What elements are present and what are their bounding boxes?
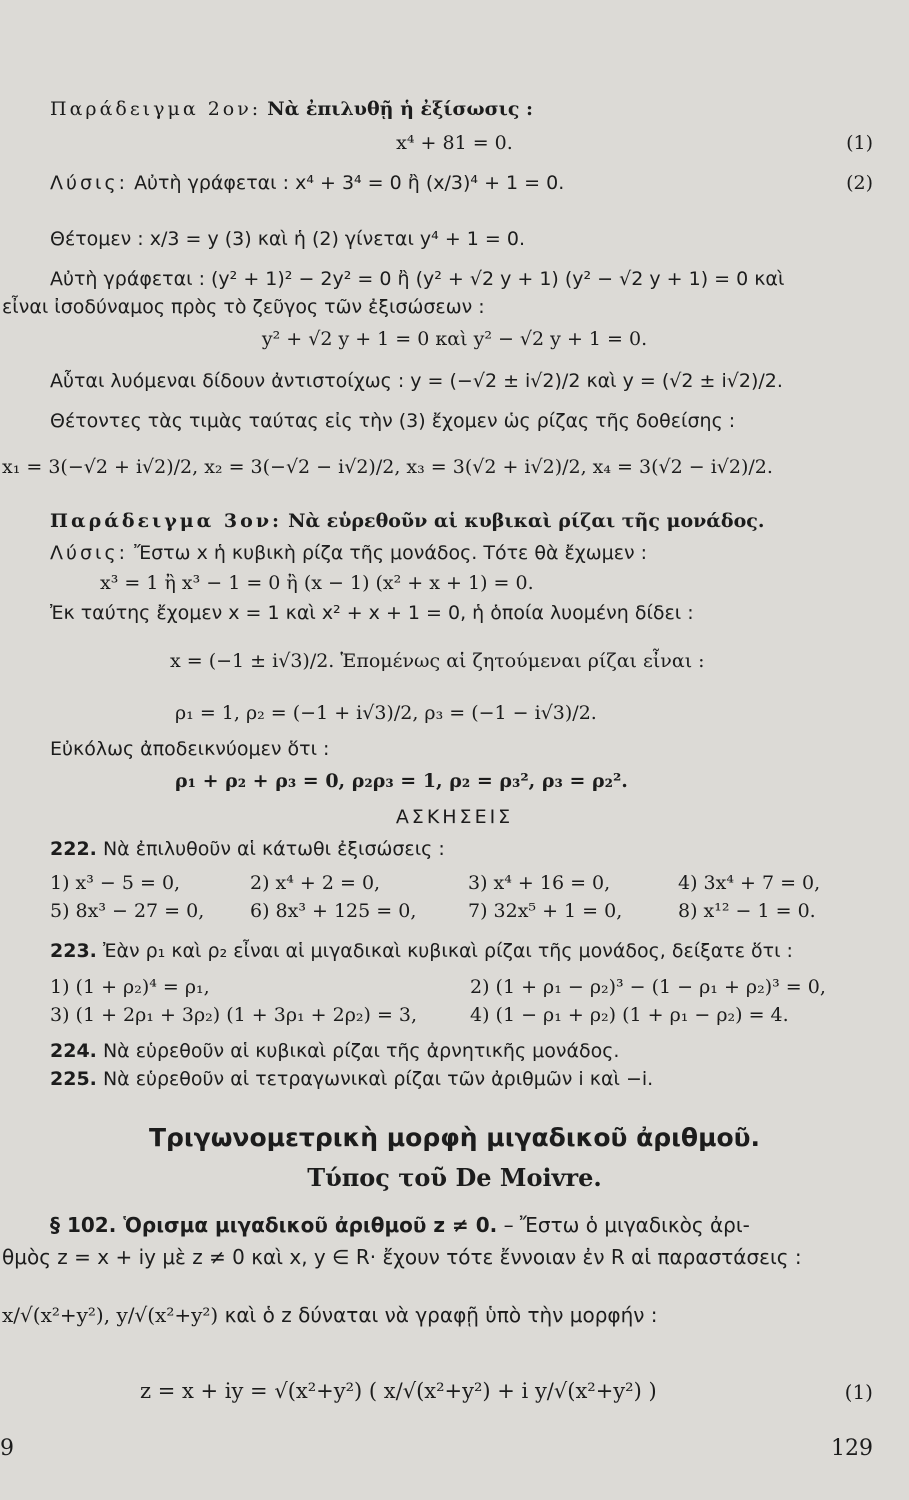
exercise-222-item8: 8) x¹² − 1 = 0. bbox=[678, 900, 816, 922]
solution1-equation-pair: y² + √2 y + 1 = 0 καὶ y² − √2 y + 1 = 0. bbox=[261, 328, 648, 350]
eq-number-1: (1) bbox=[846, 132, 873, 154]
exercise-223 bbox=[50, 940, 793, 962]
example2-heading: Παράδειγμα 2ον: bbox=[50, 98, 262, 120]
solution1-equivalence: εἶναι ἰσοδύναμος πρὸς τὸ ζεῦγος τῶν ἐξισώσεων : bbox=[2, 296, 485, 318]
exercise-224-text: Νὰ εὑρεθοῦν αἱ κυβικαὶ ρίζαι τῆς ἀρνητικῆς μονάδος. bbox=[102, 1040, 620, 1062]
exercise-225-text: Νὰ εὑρεθοῦν αἱ τετραγωνικαὶ ρίζαι τῶν ἀριθμῶν i καὶ −i. bbox=[102, 1068, 654, 1090]
solution1-roots: x₁ = 3(−√2 + i√2)/2, x₂ = 3(−√2 − i√2)/2, x₃ = 3(√2 + i√2)/2, x₄ = 3(√2 − i√2)/2. bbox=[2, 456, 773, 478]
exercise-222-item7: 7) 32x⁵ + 1 = 0, bbox=[468, 900, 623, 922]
exercise-224-number: 224. bbox=[50, 1040, 97, 1062]
eq-number-2: (2) bbox=[846, 172, 873, 194]
solution1-solutions-y: Αὗται λυόμεναι δίδουν ἀντιστοίχως : y = (−√2 ± i√2)/2 καὶ y = (√2 ± i√2)/2. bbox=[50, 370, 783, 392]
section-102-text3: καὶ ὁ z δύναται νὰ γραφῇ ὑπὸ τὴν μορφήν : bbox=[224, 1303, 658, 1327]
exercise-222-item5: 5) 8x³ − 27 = 0, bbox=[50, 900, 205, 922]
example3-heading: Παράδειγμα 3ον: bbox=[50, 510, 283, 532]
example2-equation: x⁴ + 81 = 0. bbox=[396, 132, 513, 154]
solution1-factorization: Αὐτὴ γράφεται : (y² + 1)² − 2y² = 0 ἢ (y² + √2 y + 1) (y² − √2 y + 1) = 0 καὶ bbox=[50, 268, 785, 290]
solution2-from: Ἐκ ταύτης ἔχομεν x = 1 καὶ x² + x + 1 = 0, ἡ ὁποία λυομένη δίδει : bbox=[50, 602, 694, 624]
example2-line bbox=[50, 98, 533, 120]
page-number: 129 bbox=[831, 1436, 873, 1461]
exercise-222-item1: 1) x³ − 5 = 0, bbox=[50, 872, 181, 894]
example3-line bbox=[50, 510, 764, 532]
solution2-equation: x³ = 1 ἢ x³ − 1 = 0 ἢ (x − 1) (x² + x + 1) = 0. bbox=[100, 572, 534, 594]
section-102-formula: z = x + iy = √(x²+y²) ( x/√(x²+y²) + i y/√(x²+y²) ) bbox=[140, 1379, 657, 1403]
exercise-223-text: Ἐὰν ρ₁ καὶ ρ₂ εἶναι αἱ μιγαδικαὶ κυβικαὶ ρίζαι τῆς μονάδος, δείξατε ὅτι : bbox=[102, 940, 793, 962]
section-102-line1 bbox=[50, 1214, 750, 1236]
margin-mark: 9 bbox=[0, 1436, 14, 1461]
exercise-223-item2: 2) (1 + ρ₁ − ρ₂)³ − (1 − ρ₁ + ρ₂)³ = 0, bbox=[470, 976, 826, 998]
exercise-225 bbox=[50, 1068, 653, 1090]
solution1-roots-intro: Θέτοντες τὰς τιμὰς ταύτας εἰς τὴν (3) ἔχομεν ὡς ρίζας τῆς δοθείσης : bbox=[50, 410, 736, 432]
solution1-label: Λύσις: bbox=[50, 172, 129, 194]
section-102-line2: θμὸς z = x + iy μὲ z ≠ 0 καὶ x, y ∈ R· ἔχουν τότε ἔννοιαν ἐν R αἱ παραστάσεις : bbox=[2, 1245, 802, 1269]
example3-task: Νὰ εὑρεθοῦν αἱ κυβικαὶ ρίζαι τῆς μονάδος. bbox=[288, 510, 765, 532]
exercise-222-item3: 3) x⁴ + 16 = 0, bbox=[468, 872, 611, 894]
exercise-222-item4: 4) 3x⁴ + 7 = 0, bbox=[678, 872, 821, 894]
eq-number-section-1: (1) bbox=[844, 1380, 873, 1404]
solution1-line bbox=[50, 172, 564, 194]
exercise-225-number: 225. bbox=[50, 1068, 97, 1090]
chapter-title: Τριγωνομετρικὴ μορφὴ μιγαδικοῦ ἀριθμοῦ. bbox=[148, 1123, 761, 1152]
exercise-222-number: 222. bbox=[50, 838, 97, 860]
chapter-subtitle: Τύπος τοῦ De Moivre. bbox=[307, 1163, 602, 1192]
solution2-line bbox=[50, 542, 647, 564]
solution2-intro: Ἔστω x ἡ κυβικὴ ρίζα τῆς μονάδος. Τότε θὰ ἔχωμεν : bbox=[134, 542, 648, 564]
exercise-224 bbox=[50, 1040, 619, 1062]
section-102-text1: – Ἔστω ὁ μιγαδικὸς ἀρι- bbox=[503, 1213, 750, 1237]
solution2-x: x = (−1 ± i√3)/2. Ἑπομένως αἱ ζητούμεναι ρίζαι εἶναι : bbox=[170, 650, 705, 672]
section-102-fractions: x/√(x²+y²), y/√(x²+y²) bbox=[2, 1303, 219, 1327]
solution1-substitution: Θέτομεν : x/3 = y (3) καὶ ἡ (2) γίνεται y⁴ + 1 = 0. bbox=[50, 228, 525, 250]
solution2-easy: Εὐκόλως ἀποδεικνύομεν ὅτι : bbox=[50, 738, 330, 760]
exercise-223-item4: 4) (1 − ρ₁ + ρ₂) (1 + ρ₁ − ρ₂) = 4. bbox=[470, 1004, 789, 1026]
exercise-223-number: 223. bbox=[50, 940, 97, 962]
section-102-title: § 102. Ὁρισμα μιγαδικοῦ ἀριθμοῦ z ≠ 0. bbox=[50, 1213, 498, 1237]
exercise-222-item6: 6) 8x³ + 125 = 0, bbox=[250, 900, 417, 922]
exercise-222-text: Νὰ ἐπιλυθοῦν αἱ κάτωθι ἐξισώσεις : bbox=[102, 838, 445, 860]
exercises-title: ΑΣΚΗΣΕΙΣ bbox=[395, 806, 514, 828]
solution2-rho: ρ₁ = 1, ρ₂ = (−1 + i√3)/2, ρ₃ = (−1 − i√3)/2. bbox=[175, 702, 597, 724]
exercise-222 bbox=[50, 838, 445, 860]
example2-task: Νὰ ἐπιλυθῇ ἡ ἐξίσωσις : bbox=[267, 98, 534, 120]
exercise-223-item1: 1) (1 + ρ₂)⁴ = ρ₁, bbox=[50, 976, 210, 998]
solution2-label: Λύσις: bbox=[50, 542, 129, 564]
exercise-222-item2: 2) x⁴ + 2 = 0, bbox=[250, 872, 381, 894]
exercise-223-item3: 3) (1 + 2ρ₁ + 3ρ₂) (1 + 3ρ₁ + 2ρ₂) = 3, bbox=[50, 1004, 418, 1026]
section-102-line3 bbox=[2, 1304, 658, 1326]
solution1-rewrite: Αὐτὴ γράφεται : x⁴ + 3⁴ = 0 ἢ (x/3)⁴ + 1 = 0. bbox=[134, 172, 565, 194]
solution2-properties: ρ₁ + ρ₂ + ρ₃ = 0, ρ₂ρ₃ = 1, ρ₂ = ρ₃², ρ₃ = ρ₂². bbox=[175, 770, 628, 792]
